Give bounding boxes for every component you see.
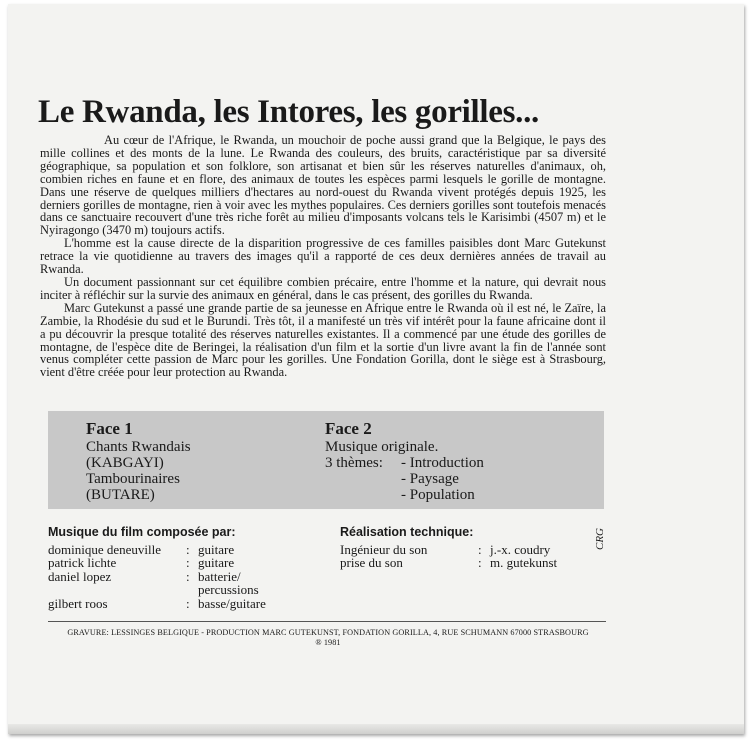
credit-role: basse/guitare: [198, 595, 266, 611]
theme-list: [401, 455, 484, 503]
credit-colon: :: [478, 541, 482, 557]
face-1-title: Face 1: [86, 419, 133, 438]
face-2-subtitle: Musique originale.: [325, 439, 439, 455]
crg-mark: CRG: [594, 528, 606, 550]
theme-item: - Population: [401, 487, 475, 503]
credit-role: m. gutekunst: [490, 555, 558, 570]
credit-row: [48, 556, 266, 570]
credit-role: percussions: [198, 582, 259, 597]
tech-credits-heading: Réalisation technique:: [340, 525, 474, 539]
track-listing-band: [48, 411, 604, 509]
themes-label: 3 thèmes:: [325, 455, 383, 471]
credit-row: [340, 556, 557, 570]
face-2-title: Face 2: [325, 419, 372, 438]
face-1-line: (BUTARE): [86, 487, 155, 503]
credit-colon: :: [186, 595, 190, 611]
credit-row: [340, 543, 557, 557]
credit-name: patrick lichte: [48, 555, 117, 570]
credit-role: guitare: [198, 555, 235, 570]
credit-row: [48, 570, 266, 584]
credit-colon: :: [186, 555, 190, 570]
theme-item: - Paysage: [401, 471, 459, 487]
paragraph: Un document passionnant sur cet équilibre combien précaire, entre l'homme et la nature, qui devrait nous inciter à réfléchir sur la survie des animaux en général, dans le cas présent, des gorilles du Rwanda.: [40, 274, 606, 302]
credit-colon: :: [186, 568, 190, 584]
music-credits-heading: Musique du film composée par:: [48, 525, 236, 539]
credit-role: guitare: [198, 541, 235, 557]
tech-credits: [340, 526, 557, 570]
themes: [325, 455, 484, 503]
music-credits: [48, 526, 266, 610]
paragraph: Au cœur de l'Afrique, le Rwanda, un mouchoir de poche aussi grand que la Belgique, le pays des mille collines et des monts de la lune. Le Rwanda des couleurs, des bruits, caractéristique par sa diversité géographique, sa population et son folklore, son artisanat et bien sûr les réserves naturelles d'animaux, oh, combien riches en faune et en flore, des animaux de toutes les espèces parmi lesquels le gorille de montagne. Dans une réserve de quelques milliers d'hectares au nord-ouest du Rwanda vivent protégés depuis 1925, les derniers gorilles de montagne, rien à voir avec les mythes populaires. Ces derniers gorilles sont toutefois menacés dans ce sanctuaire recouvert d'une très riche forêt au milieu d'imposants volcans tels le Karisimbi (4507 m) et le Nyiragongo (3470 m) toujours actifs.: [40, 133, 606, 238]
footer-divider: [48, 621, 606, 622]
footer-credits: GRAVURE: LESSINGES BELGIQUE - PRODUCTION MARC GUTEKUNST, FONDATION GORILLA, 4, RUE SCHUMANN 67000 STRASBOURG: [67, 628, 589, 637]
sleeve-edge: [8, 724, 744, 734]
credit-colon: :: [478, 555, 482, 570]
credit-row: [48, 597, 266, 611]
face-1-line: Chants Rwandais: [86, 439, 191, 455]
face-2: [325, 419, 484, 503]
credit-row: [48, 583, 266, 597]
footer: [48, 628, 608, 648]
credit-role: batterie/: [198, 568, 241, 584]
credit-name: daniel lopez: [48, 568, 112, 584]
page-title: Le Rwanda, les Intores, les gorilles...: [38, 94, 540, 130]
credit-row: [48, 543, 266, 557]
credit-name: dominique deneuville: [48, 541, 162, 557]
credit-name: gilbert roos: [48, 595, 108, 611]
credit-colon-blank: [186, 583, 198, 597]
credit-role: j.-x. coudry: [490, 541, 551, 557]
paragraph: L'homme est la cause directe de la disparition progressive de ces familles paisibles dont Marc Gutekunst retrace la vie quotidienne au travers des images qu'il a rapporté de ces deux dernières années de travail au Rwanda.: [40, 236, 606, 277]
face-1-line: (KABGAYI): [86, 455, 164, 471]
credit-name: [48, 583, 186, 597]
face-1: [86, 419, 191, 503]
liner-notes: [40, 134, 606, 379]
credit-name: Ingénieur du son: [340, 541, 428, 557]
theme-item: - Introduction: [401, 455, 484, 471]
paragraph: Marc Gutekunst a passé une grande partie de sa jeunesse en Afrique entre le Rwanda où il est né, le Zaïre, la Zambie, la Rhodésie du sud et le Burundi. Très tôt, il a manifesté un très vif intérêt pour la faune africaine dont il a pu découvrir la presque totalité des réserves naturelles existantes. Il a commencé par une étude des gorilles de montagne, de l'espèce dite de Beringei, la réalisation d'un film et la sortie d'un livre avant la fin de l'année sont venus compléter cette passion de Marc pour les gorilles. Une Fondation Gorilla, dont le siège est à Strasbourg, vient d'être créée pour leur protection au Rwanda.: [40, 300, 606, 380]
face-1-line: Tambourinaires: [86, 471, 180, 487]
footer-copyright: ® 1981: [315, 638, 341, 647]
credit-name: prise du son: [340, 555, 403, 570]
credit-colon: :: [186, 541, 190, 557]
